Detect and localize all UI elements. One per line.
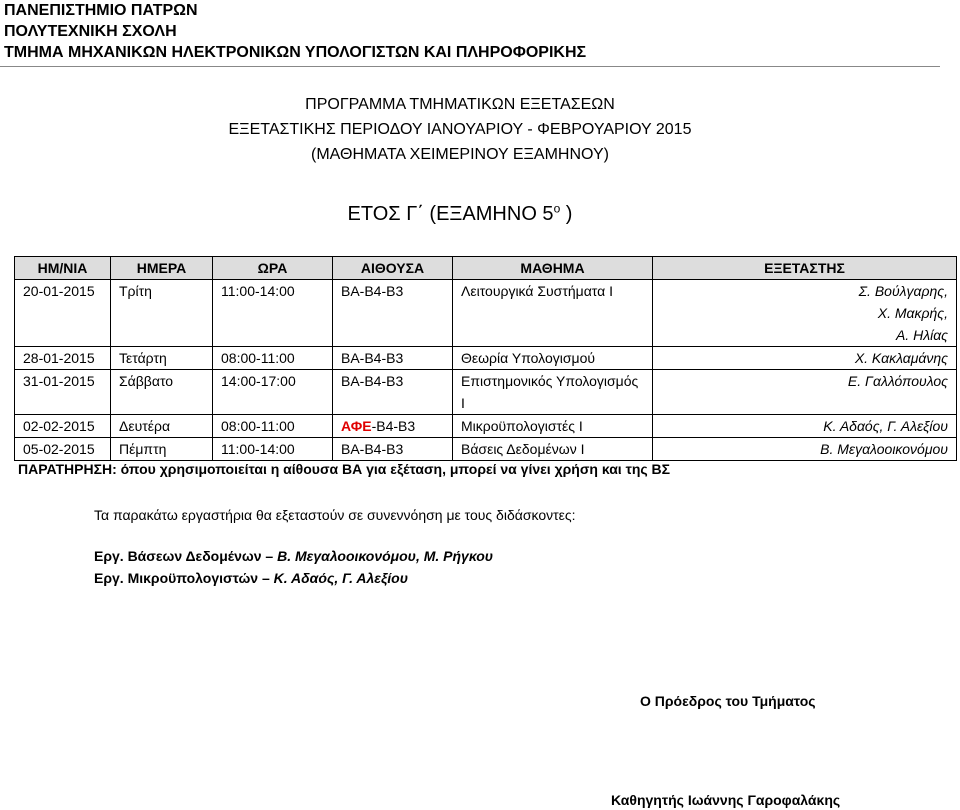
room-code: ΒΑ-Β4-Β3 [341, 283, 404, 299]
header-date: ΗΜ/ΝΙΑ [15, 257, 111, 280]
cell-day: Τρίτη [111, 280, 213, 347]
cell-course: Επιστημονικός Υπολογισμός Ι [453, 370, 653, 415]
university-name: ΠΑΝΕΠΙΣΤΗΜΙΟ ΠΑΤΡΩΝ [4, 2, 198, 19]
cell-date: 02-02-2015 [15, 415, 111, 438]
table-row [15, 415, 957, 438]
cell-room [333, 347, 453, 370]
lab-instructors: Κ. Αδαός, Γ. Αλεξίου [273, 570, 408, 586]
signature-role: Ο Πρόεδρος του Τμήματος [640, 693, 816, 709]
cell-date: 05-02-2015 [15, 438, 111, 461]
examiner-name: Ε. Γαλλόπουλος [847, 373, 948, 389]
header-divider [0, 66, 940, 67]
header-time: ΩΡΑ [213, 257, 333, 280]
document-title [0, 92, 920, 167]
cell-examiner [653, 347, 957, 370]
cell-examiner [653, 370, 957, 415]
year-text: ΕΤΟΣ Γ΄ (ΕΞΑΜΗΝΟ 5 [347, 203, 554, 225]
room-code: -Β4-Β3 [371, 418, 416, 434]
header-examiner: ΕΞΕΤΑΣΤΗΣ [653, 257, 957, 280]
table-header-row [15, 257, 957, 280]
cell-time: 14:00-17:00 [213, 370, 333, 415]
title-line-3: (ΜΑΘΗΜΑΤΑ ΧΕΙΜΕΡΙΝΟΥ ΕΞΑΜΗΝΟΥ) [311, 146, 609, 163]
table-row [15, 438, 957, 461]
year-superscript: ο [553, 201, 561, 216]
header-room: ΑΙΘΟΥΣΑ [333, 257, 453, 280]
labs-list [94, 545, 493, 589]
cell-time: 11:00-14:00 [213, 280, 333, 347]
cell-date: 20-01-2015 [15, 280, 111, 347]
cell-examiner [653, 438, 957, 461]
examiner-name: Κ. Αδαός, Γ. Αλεξίου [823, 418, 948, 434]
title-line-2: ΕΞΕΤΑΣΤΙΚΗΣ ΠΕΡΙΟΔΟΥ ΙΑΝΟΥΑΡΙΟΥ - ΦΕΒΡΟΥΑΡΙΟΥ 2015 [228, 121, 692, 138]
department-name: ΤΜΗΜΑ ΜΗΧΑΝΙΚΩΝ ΗΛΕΚΤΡΟΝΙΚΩΝ ΥΠΟΛΟΓΙΣΤΩΝ ΚΑΙ ΠΛΗΡΟΦΟΡΙΚΗΣ [4, 44, 587, 61]
cell-room [333, 370, 453, 415]
cell-course: Βάσεις Δεδομένων Ι [453, 438, 653, 461]
room-usage-note: ΠΑΡΑΤΗΡΗΣΗ: όπου χρησιμοποιείται η αίθουσα ΒΑ για εξέταση, μπορεί να γίνει χρήση και της ΒΣ [18, 461, 671, 477]
cell-day: Δευτέρα [111, 415, 213, 438]
cell-course: Θεωρία Υπολογισμού [453, 347, 653, 370]
cell-time: 08:00-11:00 [213, 415, 333, 438]
room-code: ΒΑ-Β4-Β3 [341, 373, 404, 389]
title-line-1: ΠΡΟΓΡΑΜΜΑ ΤΜΗΜΑΤΙΚΩΝ ΕΞΕΤΑΣΕΩΝ [305, 96, 615, 113]
examiner-name: Σ. Βούλγαρης, [858, 283, 948, 299]
cell-day: Πέμπτη [111, 438, 213, 461]
labs-intro-text: Τα παρακάτω εργαστήρια θα εξεταστούν σε συνεννόηση με τους διδάσκοντες: [94, 507, 576, 523]
table-row [15, 347, 957, 370]
year-semester-title [0, 203, 920, 226]
room-code: ΒΑ-Β4-Β3 [341, 441, 404, 457]
header-course: ΜΑΘΗΜΑ [453, 257, 653, 280]
examiner-name: Χ. Μακρής, [877, 305, 948, 321]
list-item [94, 567, 493, 589]
cell-date: 28-01-2015 [15, 347, 111, 370]
cell-examiner [653, 415, 957, 438]
school-name: ΠΟΛΥΤΕΧΝΙΚΗ ΣΧΟΛΗ [4, 23, 177, 40]
cell-date: 31-01-2015 [15, 370, 111, 415]
list-item [94, 545, 493, 567]
cell-room [333, 438, 453, 461]
exam-schedule-table [14, 256, 957, 461]
examiner-name: Α. Ηλίας [895, 327, 948, 343]
room-code: ΒΑ-Β4-Β3 [341, 350, 404, 366]
cell-time: 11:00-14:00 [213, 438, 333, 461]
lab-label: Εργ. Βάσεων Δεδομένων – [94, 548, 278, 564]
cell-room [333, 415, 453, 438]
cell-course: Λειτουργικά Συστήματα Ι [453, 280, 653, 347]
room-highlight: ΑΦΕ [341, 418, 372, 434]
examiner-name: Β. Μεγαλοοικονόμου [820, 441, 948, 457]
table-row [15, 280, 957, 347]
header-day: ΗΜΕΡΑ [111, 257, 213, 280]
lab-instructors: Β. Μεγαλοοικονόμου, Μ. Ρήγκου [277, 548, 494, 564]
cell-course: Μικροϋπολογιστές Ι [453, 415, 653, 438]
cell-examiner [653, 280, 957, 347]
signature-name: Καθηγητής Ιωάννης Γαροφαλάκης [611, 792, 841, 808]
cell-day: Τετάρτη [111, 347, 213, 370]
cell-time: 08:00-11:00 [213, 347, 333, 370]
cell-day: Σάββατο [111, 370, 213, 415]
document-header [4, 0, 586, 63]
cell-room [333, 280, 453, 347]
lab-label: Εργ. Μικροϋπολογιστών – [94, 570, 274, 586]
examiner-name: Χ. Κακλαμάνης [854, 350, 948, 366]
year-close: ) [560, 203, 573, 225]
table-row [15, 370, 957, 415]
